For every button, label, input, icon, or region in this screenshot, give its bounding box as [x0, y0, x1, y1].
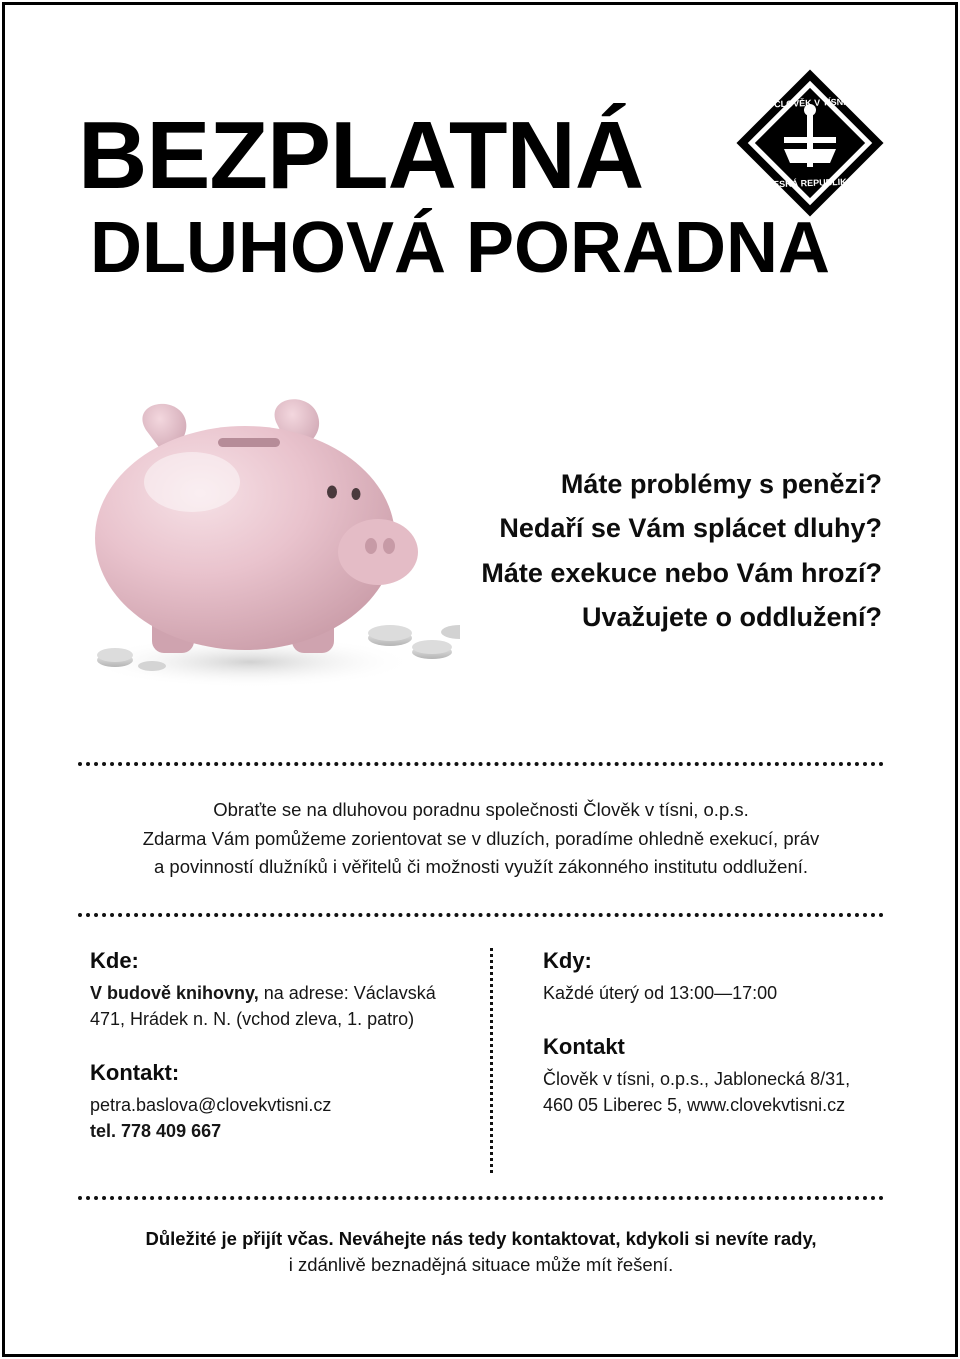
divider-top — [78, 762, 884, 770]
contact-right-block — [543, 1034, 890, 1118]
footer-line-2: i zdánlivě beznadějná situace může mít řešení. — [288, 1254, 674, 1275]
svg-text:ČESKÁ REPUBLIKA: ČESKÁ REPUBLIKA — [766, 176, 854, 190]
contact-right-heading: Kontakt — [543, 1034, 625, 1060]
divider-bottom — [78, 1196, 884, 1204]
contact-email[interactable]: petra.baslova@clovekvtisni.cz — [90, 1095, 332, 1116]
contact-left-block — [90, 1060, 460, 1144]
where-heading: Kde: — [90, 948, 139, 973]
poster-title-line2: DLUHOVÁ PORADNA — [90, 208, 831, 289]
where-line-2: 471, Hrádek n. N. (vchod zleva, 1. patro) — [90, 1009, 415, 1030]
org-city-web[interactable]: 460 05 Liberec 5, www.clovekvtisni.cz — [543, 1095, 846, 1116]
contact-phone — [90, 1118, 460, 1144]
intro-line-2: Zdarma Vám pomůžeme zorientovat se v dluzích, poradíme ohledně exekucí, práv — [142, 827, 820, 849]
contact-left-heading: Kontakt: — [90, 1060, 180, 1086]
where-venue: V budově knihovny, — [90, 983, 259, 1003]
question-4: Uvažujete o oddlužení? — [581, 601, 882, 632]
poster-title-line1: BEZPLATNÁ — [78, 102, 644, 209]
where-block — [90, 948, 460, 1032]
org-address: Člověk v tísni, o.p.s., Jablonecká 8/31, — [543, 1069, 851, 1090]
footer-line-1: Důležité je přijít včas. Neváhejte nás tedy kontaktovat, kdykoli si nevíte rady, — [145, 1228, 817, 1249]
question-1: Máte problémy s penězi? — [560, 469, 882, 499]
question-3: Máte exekuce nebo Vám hrozí? — [481, 557, 882, 588]
divider-middle — [78, 913, 884, 921]
footer-note — [78, 1228, 884, 1276]
info-columns — [90, 948, 890, 1173]
poster-header — [0, 0, 960, 340]
question-2: Nedaří se Vám splácet dluhy? — [499, 513, 882, 544]
intro-line-3: a povinností dlužníků i věřitelů či možnosti využít zákonného institutu oddlužení. — [153, 856, 809, 878]
contact-phone-value: tel. 778 409 667 — [90, 1121, 222, 1142]
where-address-start: na adrese: Václavská — [258, 983, 436, 1003]
when-heading: Kdy: — [543, 948, 592, 973]
questions-block — [362, 465, 882, 642]
info-column-right — [490, 948, 890, 1173]
when-hours: Každé úterý od 13:00—17:00 — [543, 983, 778, 1003]
intro-paragraph — [78, 796, 884, 882]
where-line-1 — [90, 980, 460, 1006]
intro-line-1: Obraťte se na dluhovou poradnu společnosti Člověk v tísni, o.p.s. — [213, 799, 749, 820]
info-column-left — [90, 948, 490, 1173]
svg-text:ČLOVĚK V TÍSNI: ČLOVĚK V TÍSNI — [773, 96, 846, 110]
clovek-v-tisni-logo-icon — [735, 68, 885, 218]
when-block — [543, 948, 890, 1006]
